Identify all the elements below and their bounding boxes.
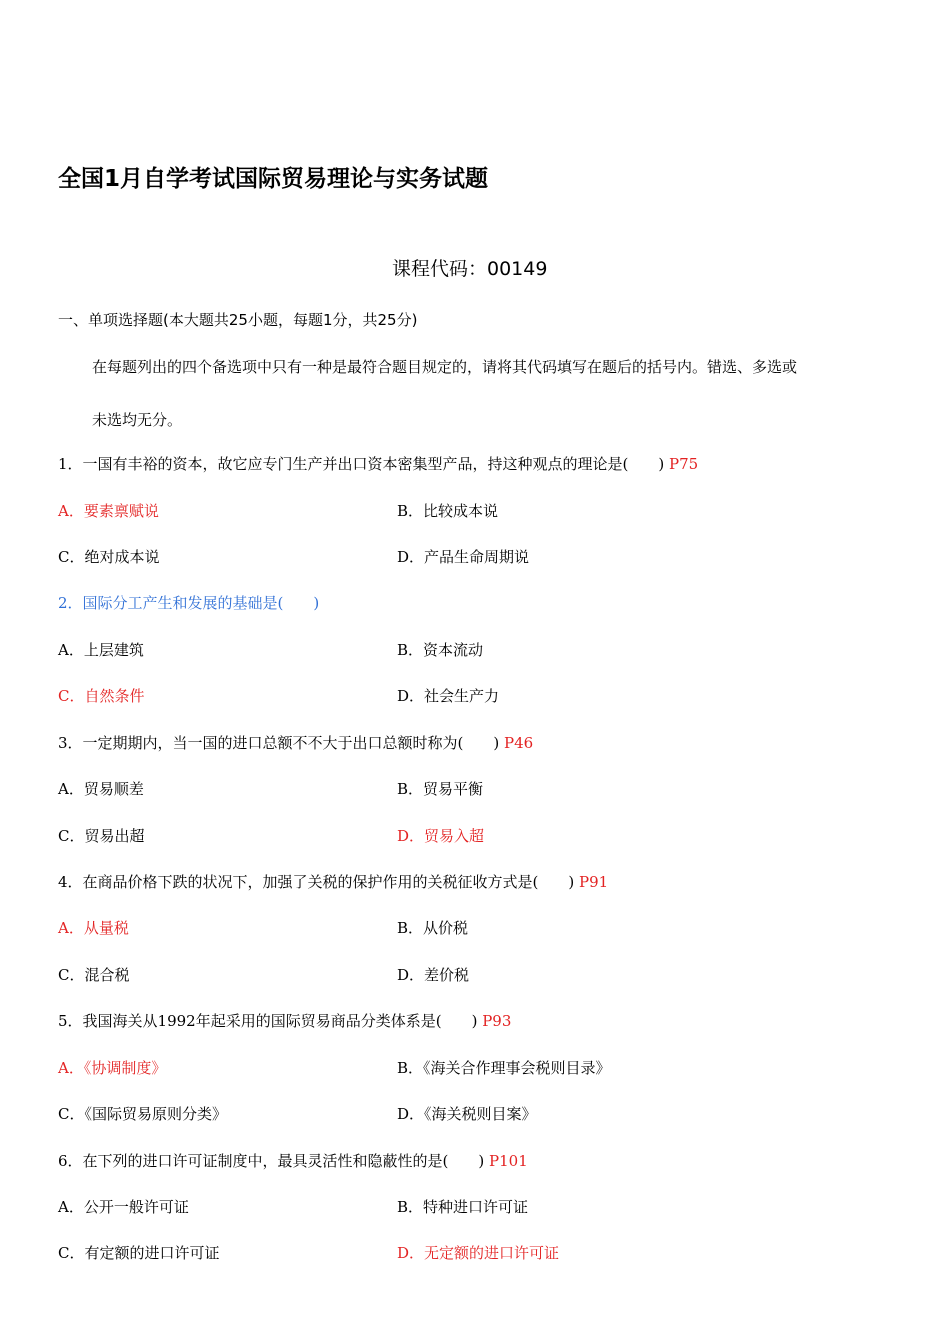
question-2-option-d: D．社会生产力 [397,687,500,705]
question-3-page-ref: P46 [504,734,534,752]
question-3 [58,733,533,753]
question-1 [58,454,698,474]
question-4-page-ref: P91 [579,873,609,891]
question-6-option-a: A．公开一般许可证 [58,1198,189,1216]
question-2 [58,593,319,613]
section-heading: 一、单项选择题(本大题共25小题，每题1分，共25分) [58,311,418,329]
question-6-option-b: B．特种进口许可证 [397,1198,529,1216]
question-5-stem: 5．我国海关从1992年起采用的国际贸易商品分类体系是( ) [58,1012,478,1030]
question-1-option-c: C．绝对成本说 [58,548,160,566]
question-6-page-ref: P101 [489,1152,528,1170]
question-1-page-ref: P75 [669,455,699,473]
instruction-line-1: 在每题列出的四个备选项中只有一种是最符合题目规定的，请将其代码填写在题后的括号内。错选、多选或 [92,358,798,376]
question-4-stem: 4．在商品价格下跌的状况下，加强了关税的保护作用的关税征收方式是( ) [58,873,575,891]
question-4-option-a: A．从量税 [58,919,129,937]
question-5-page-ref: P93 [482,1012,512,1030]
question-6-stem: 6．在下列的进口许可证制度中，最具灵活性和隐蔽性的是( ) [58,1152,485,1170]
question-3-option-c: C．贸易出超 [58,827,145,845]
question-4-option-c: C．混合税 [58,966,130,984]
question-1-stem: 1．一国有丰裕的资本，故它应专门生产并出口资本密集型产品，持这种观点的理论是( ) [58,455,665,473]
question-5-option-d: D．《海关税则目案》 [397,1105,537,1123]
question-1-option-b: B．比较成本说 [397,502,499,520]
question-3-option-b: B．贸易平衡 [397,780,484,798]
instruction-line-2: 未选均无分。 [92,411,183,429]
question-1-option-a: A．要素禀赋说 [58,502,159,520]
question-1-option-d: D．产品生命周期说 [397,548,530,566]
question-3-option-d: D．贸易入超 [397,827,485,845]
question-2-option-c: C．自然条件 [58,687,145,705]
question-5 [58,1011,511,1031]
question-4 [58,872,608,892]
question-5-option-b: B．《海关合作理事会税则目录》 [397,1059,611,1077]
question-2-option-b: B．资本流动 [397,641,484,659]
question-5-option-c: C．《国际贸易原则分类》 [58,1105,227,1123]
question-2-stem: 2．国际分工产生和发展的基础是( ) [58,594,320,612]
document-title: 全国1月自学考试国际贸易理论与实务试题 [58,166,489,192]
question-6-option-d: D．无定额的进口许可证 [397,1244,560,1262]
question-4-option-d: D．差价税 [397,966,470,984]
question-6-option-c: C．有定额的进口许可证 [58,1244,220,1262]
question-5-option-a: A．《协调制度》 [58,1059,167,1077]
question-4-option-b: B．从价税 [397,919,469,937]
course-code: 课程代码：00149 [392,258,548,280]
question-6 [58,1151,528,1171]
question-3-stem: 3．一定期期内，当一国的进口总额不不大于出口总额时称为( ) [58,734,500,752]
question-2-option-a: A．上层建筑 [58,641,144,659]
question-3-option-a: A．贸易顺差 [58,780,144,798]
